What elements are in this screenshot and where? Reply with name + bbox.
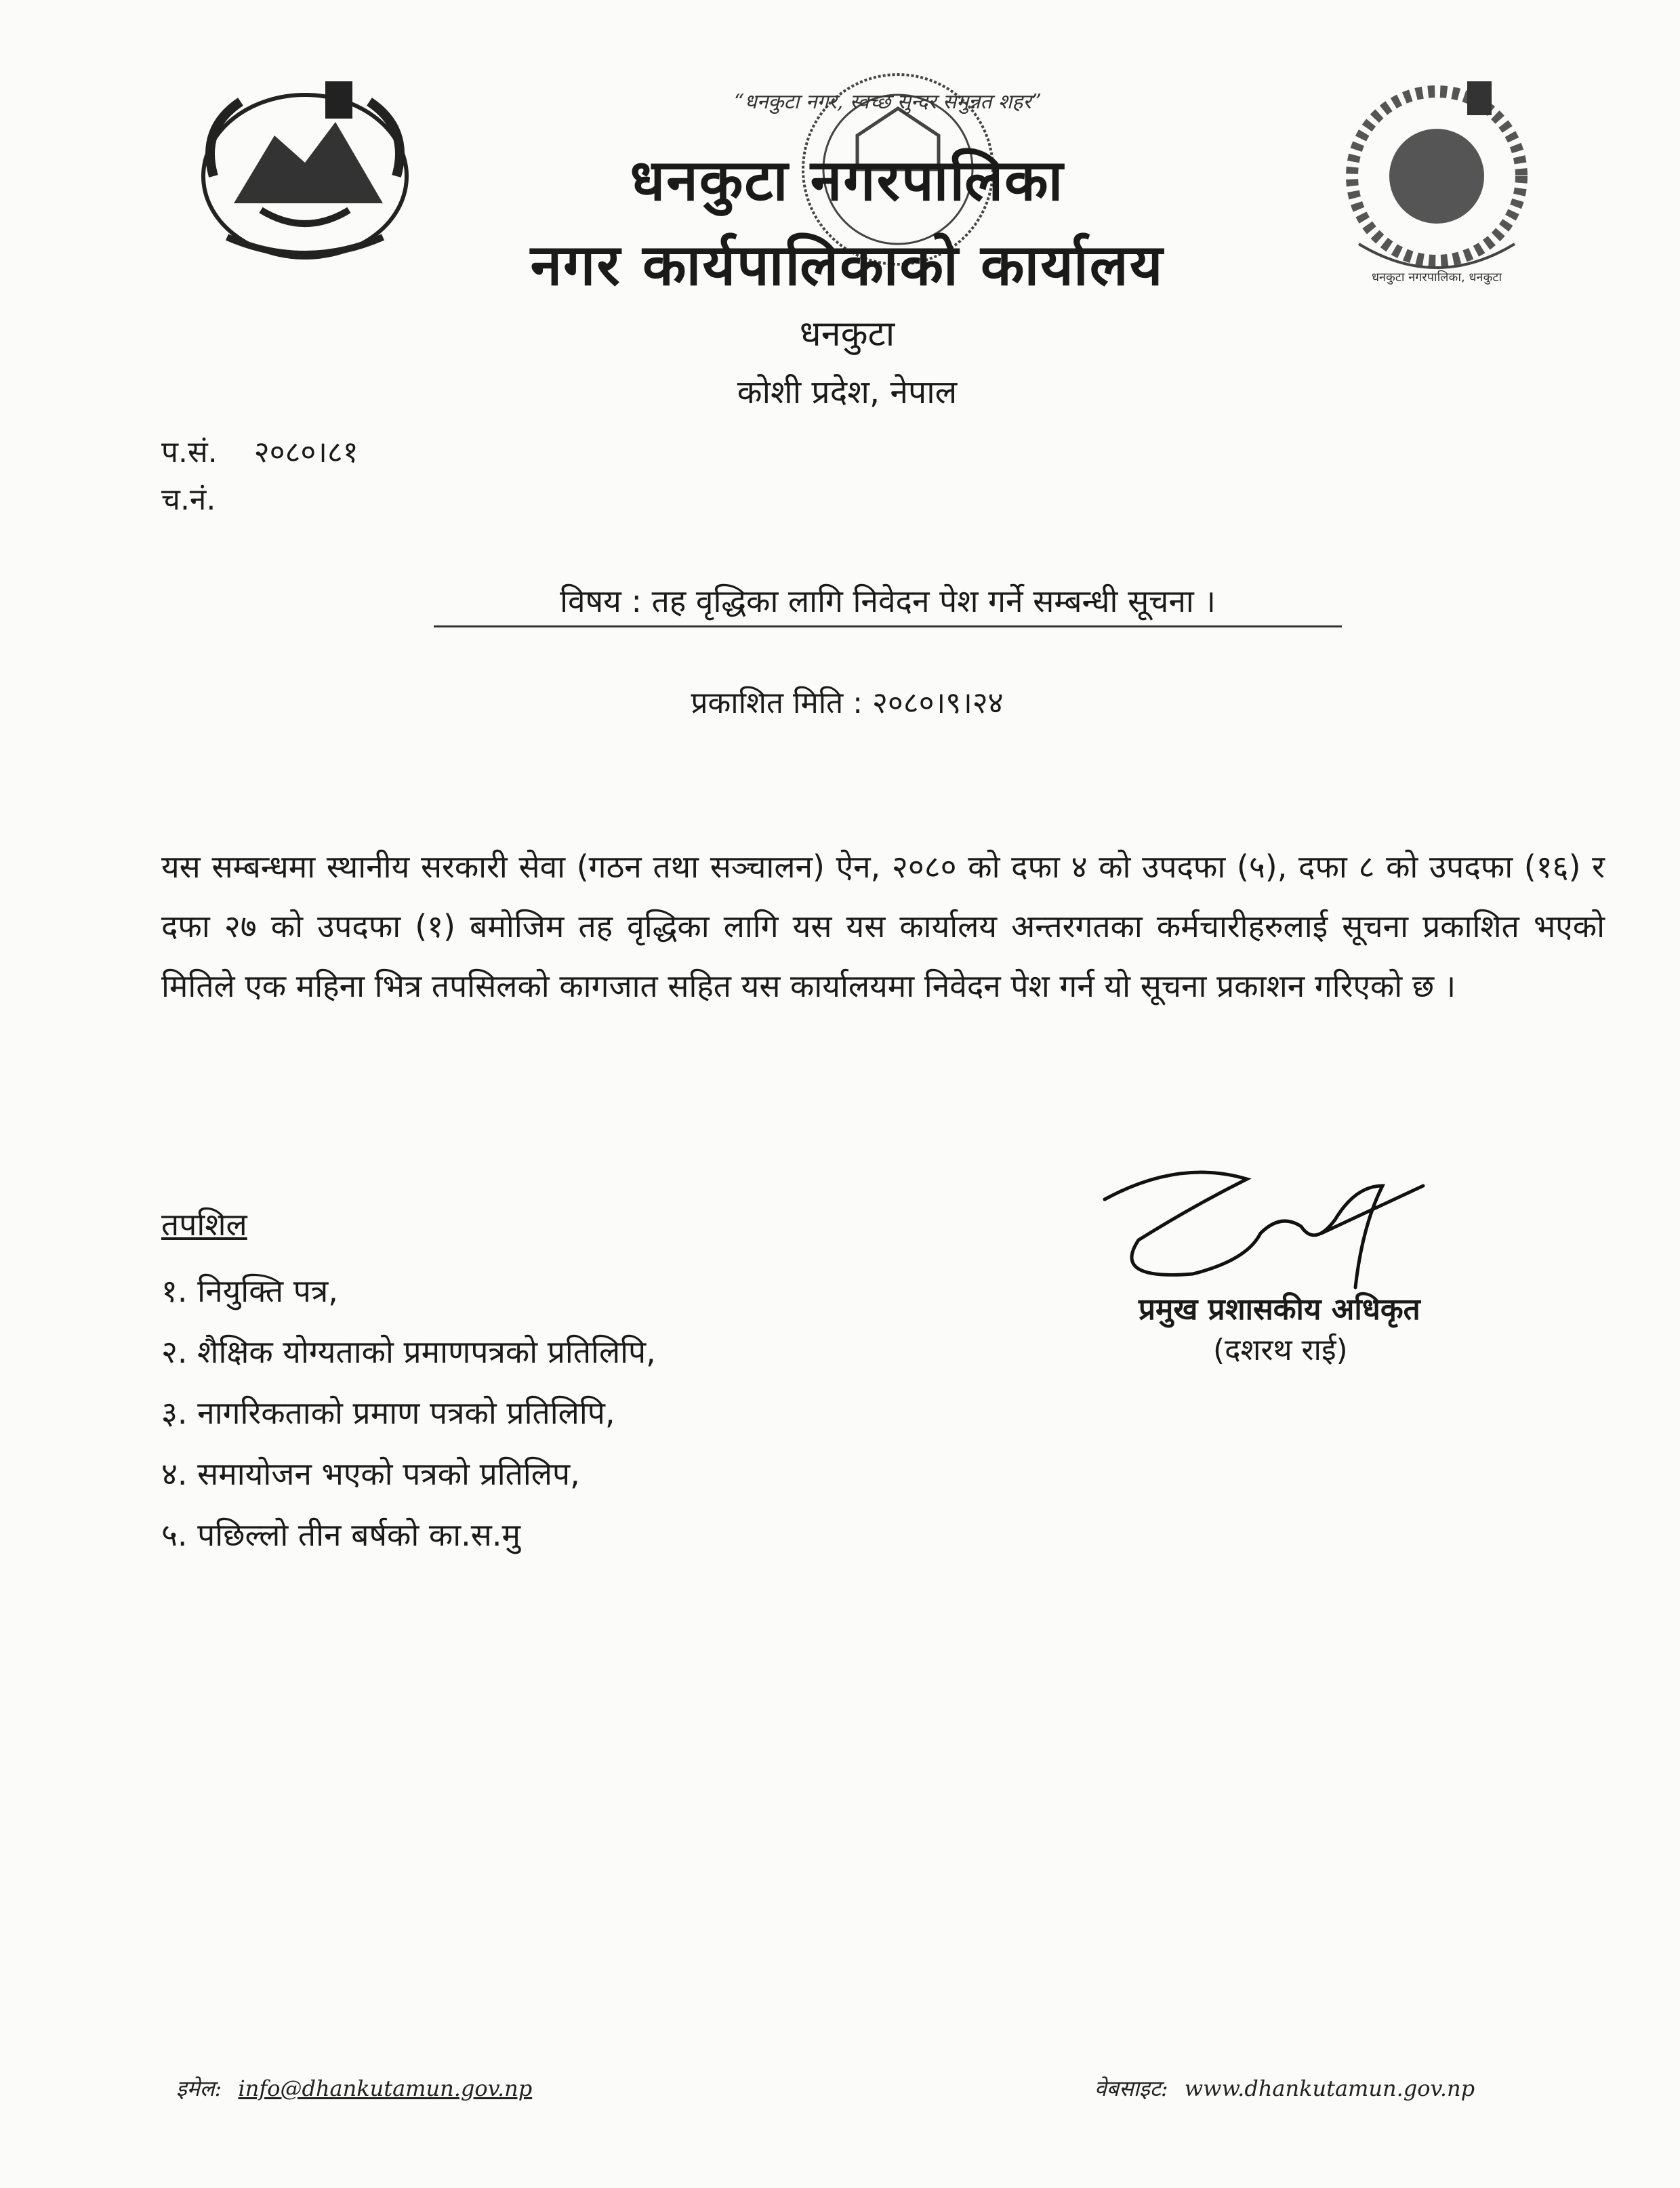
ps-label: प.सं. xyxy=(161,435,218,470)
reference-cn xyxy=(161,478,216,518)
signatory-name: (दशरथ राई) xyxy=(1213,1333,1348,1367)
list-item: १. नियुक्ति पत्र, xyxy=(161,1273,338,1309)
email-label: इमेल: xyxy=(176,2076,222,2101)
signatory-title: प्रमुख प्रशासकीय अधिकृत xyxy=(1139,1292,1420,1327)
website-link[interactable]: www.dhankutamun.gov.np xyxy=(1184,2076,1475,2101)
list-item: २. शैक्षिक योग्यताको प्रमाणपत्रको प्रतिलिपि, xyxy=(161,1334,656,1370)
office-name: नगर कार्यपालिकाको कार्यालय xyxy=(530,232,1164,298)
website-label: वेबसाइट: xyxy=(1094,2076,1168,2101)
footer-email xyxy=(176,2073,532,2103)
subject-line: विषय : तह वृद्धिका लागि निवेदन पेश गर्ने सम्बन्धी सूचना । xyxy=(434,579,1342,627)
document-list-heading: तपशिल xyxy=(161,1206,247,1243)
notice-body: यस सम्बन्धमा स्थानीय सरकारी सेवा (गठन तथा सञ्चालन) ऐन, २०८० को दफा ४ को उपदफा (५), दफा ८ को उपदफा (१६) र दफा २७ को उपदफा (१) बमोजिम तह वृद्धिका लागि यस यस कार्यालय अन्तरगतका कर्मचारीहरुलाई सूचना प्रकाशित भएको मितिले एक महिना भित्र तपसिलको कागजात सहित यस कार्यालयमा निवेदन पेश गर्न यो सूचना प्रकाशन गरिएको छ । xyxy=(161,848,1605,1004)
published-date: प्रकाशित मिति : २०८०।९।२४ xyxy=(691,686,1004,720)
nepal-government-emblem xyxy=(186,75,424,271)
motto: “धनकुटा नगर, स्वच्छ सुन्दर समुन्नत शहर” xyxy=(734,90,1042,114)
list-item: ५. पछिल्लो तीन बर्षको का.स.मु xyxy=(161,1516,521,1553)
signature xyxy=(1098,1145,1437,1301)
cn-label: च.नं. xyxy=(161,482,216,517)
organization-name: धनकुटा नगरपालिका xyxy=(630,147,1065,213)
list-item: ३. नागरिकताको प्रमाण पत्रको प्रतिलिपि, xyxy=(161,1395,615,1431)
footer-website xyxy=(1094,2073,1475,2103)
document-list xyxy=(161,1260,656,1565)
province-country: कोशी प्रदेश, नेपाल xyxy=(737,373,958,411)
city: धनकुटा xyxy=(799,314,895,354)
municipality-emblem-text: धनकुटा नगरपालिका, धनकुटा xyxy=(1371,270,1502,285)
municipality-emblem xyxy=(1332,75,1542,305)
list-item: ४. समायोजन भएको पत्रको प्रतिलिप, xyxy=(161,1456,580,1492)
reference-ps xyxy=(161,430,358,471)
email-link[interactable]: info@dhankutamun.gov.np xyxy=(238,2076,533,2101)
ps-value: २०८०।८१ xyxy=(253,435,358,470)
